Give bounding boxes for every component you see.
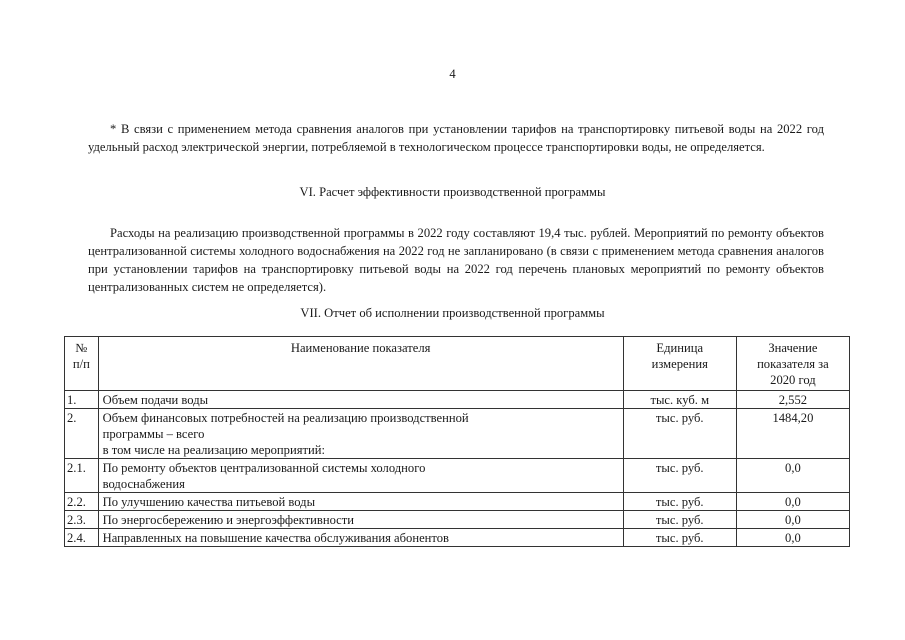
header-name: Наименование показателя xyxy=(98,337,623,391)
row-name-line1: Направленных на повышение качества обслуживания абонентов xyxy=(102,531,449,545)
row-name xyxy=(98,459,623,493)
row-unit: тыс. руб. xyxy=(623,511,736,529)
table-row xyxy=(65,409,850,459)
row-unit: тыс. куб. м xyxy=(623,391,736,409)
report-table xyxy=(64,336,850,547)
row-value: 0,0 xyxy=(736,529,849,547)
row-num: 1. xyxy=(65,391,99,409)
row-num: 2.4. xyxy=(65,529,99,547)
row-num: 2.2. xyxy=(65,493,99,511)
header-num-line2: п/п xyxy=(72,357,90,371)
section-vi-paragraph: Расходы на реализацию производственной программы в 2022 году составляют 19,4 тыс. рублей. Мероприятий по ремонту объектов централизованной системы холодного водоснабжения на 2022 год не запланировано (в связи с применением метода сравнения аналогов при установлении тарифов на транспортировку питьевой воды на 2022 год перечень плановых мероприятий по ремонту объектов централизованных систем не определяется). xyxy=(88,226,824,294)
row-name-line2: водоснабжения xyxy=(102,477,185,491)
row-value: 1484,20 xyxy=(736,409,849,459)
row-unit: тыс. руб. xyxy=(623,459,736,493)
row-name-line1: Объем финансовых потребностей на реализацию производственной xyxy=(102,411,469,425)
header-num xyxy=(65,337,99,391)
row-name-line1: По улучшению качества питьевой воды xyxy=(102,495,316,509)
row-name xyxy=(98,493,623,511)
row-name-line1: По ремонту объектов централизованной системы холодного xyxy=(102,461,426,475)
row-unit: тыс. руб. xyxy=(623,493,736,511)
row-num: 2. xyxy=(65,409,99,459)
header-value xyxy=(736,337,849,391)
row-name-line1: По энергосбережению и энергоэффективности xyxy=(102,513,355,527)
header-value-line1: Значение xyxy=(768,341,818,355)
row-value: 0,0 xyxy=(736,459,849,493)
row-value: 2,552 xyxy=(736,391,849,409)
header-unit xyxy=(623,337,736,391)
header-unit-line1: Единица xyxy=(656,341,704,355)
row-unit: тыс. руб. xyxy=(623,529,736,547)
header-value-line2: показателя за xyxy=(757,357,829,371)
row-value: 0,0 xyxy=(736,493,849,511)
table-row xyxy=(65,529,850,547)
row-name xyxy=(98,391,623,409)
row-num: 2.3. xyxy=(65,511,99,529)
row-name-line2: программы – всего xyxy=(102,427,205,441)
row-name-line1: Объем подачи воды xyxy=(102,393,209,407)
row-name xyxy=(98,511,623,529)
table-row xyxy=(65,391,850,409)
header-value-line3: 2020 год xyxy=(770,373,816,387)
table-row xyxy=(65,459,850,493)
section-vii-heading: VII. Отчет об исполнении производственной программы xyxy=(300,306,605,320)
page-number: 4 xyxy=(449,67,456,81)
row-value: 0,0 xyxy=(736,511,849,529)
table-header-row xyxy=(65,337,850,391)
row-unit: тыс. руб. xyxy=(623,409,736,459)
row-name xyxy=(98,529,623,547)
row-name-line3: в том числе на реализацию мероприятий: xyxy=(102,443,325,457)
table-row xyxy=(65,493,850,511)
section-vi-heading: VI. Расчет эффективности производственной программы xyxy=(299,185,606,199)
row-num: 2.1. xyxy=(65,459,99,493)
row-name xyxy=(98,409,623,459)
header-num-line1: № xyxy=(75,341,88,355)
header-unit-line2: измерения xyxy=(651,357,708,371)
note-paragraph: * В связи с применением метода сравнения аналогов при установлении тарифов на транспортировку питьевой воды на 2022 год удельный расход электрической энергии, потребляемой в технологическом процессе транспортировки воды, не определяется. xyxy=(88,122,824,154)
table-row xyxy=(65,511,850,529)
